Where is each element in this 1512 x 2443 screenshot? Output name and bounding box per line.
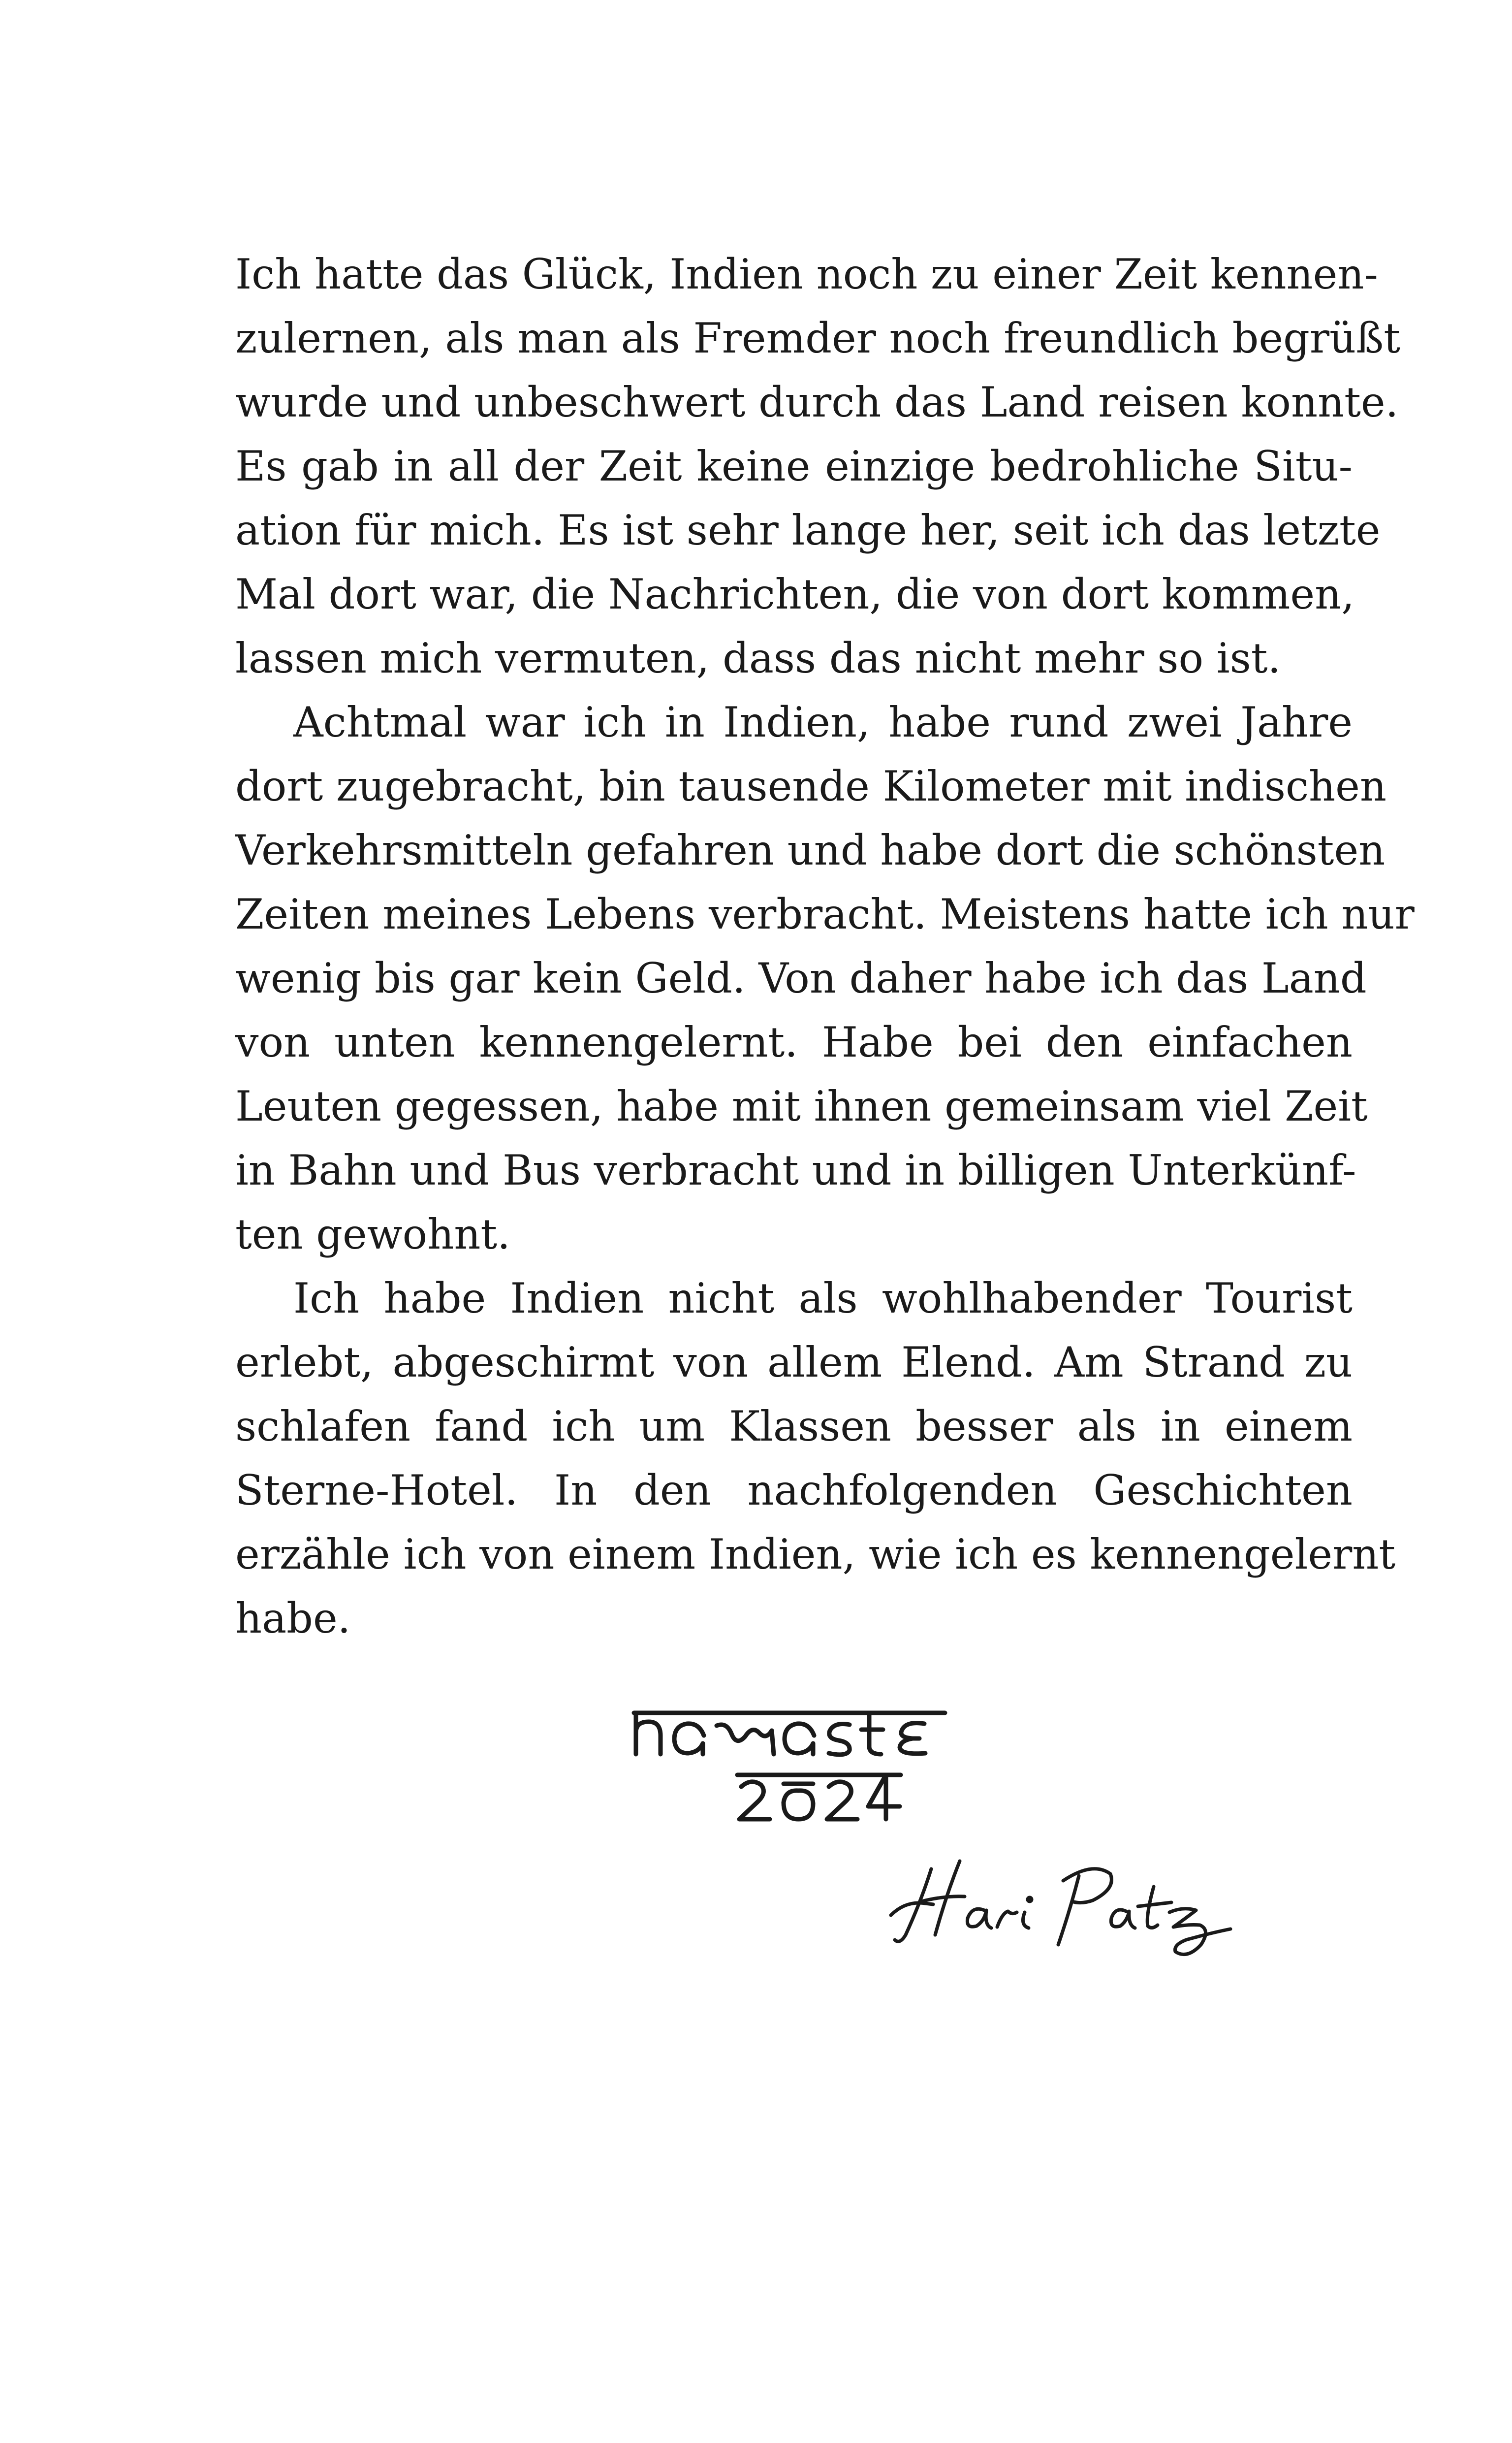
namaste-greeting-artwork	[630, 1701, 955, 1829]
paragraph-3-line: erzähle ich von einem Indien, wie ich es kennengelernt	[235, 1530, 1396, 1578]
paragraph-1-line: Es gab in all der Zeit keine einzige bedrohliche Situ-	[235, 442, 1353, 490]
paragraph-1-line: lassen mich vermuten, dass das nicht mehr so ist.	[235, 634, 1281, 682]
paragraph-1-line: zulernen, als man als Fremder noch freundlich begrüßt	[235, 314, 1400, 362]
paragraph-2-line: Zeiten meines Lebens verbracht. Meistens hatte ich nur	[235, 890, 1415, 938]
paragraph-1-line: wurde und unbeschwert durch das Land reisen konnte.	[235, 378, 1399, 426]
paragraph-2-line: ten gewohnt.	[235, 1210, 510, 1258]
paragraph-2-line: dort zugebracht, bin tausende Kilometer mit indischen	[235, 762, 1386, 810]
paragraph-2-line: wenig bis gar kein Geld. Von daher habe ich das Land	[235, 954, 1367, 1002]
author-signature	[886, 1841, 1255, 1969]
paragraph-3-line: habe.	[235, 1594, 351, 1642]
paragraph-2-line: von unten kennengelernt. Habe bei den einfachen	[235, 1018, 1353, 1066]
body-text	[235, 242, 1415, 1650]
paragraph-2-line: Achtmal war ich in Indien, habe rund zwei Jahre	[293, 698, 1353, 746]
paragraph-2-line: in Bahn und Bus verbracht und in billigen Unterkünf-	[235, 1146, 1356, 1194]
paragraph-1-line: Ich hatte das Glück, Indien noch zu einer Zeit kennen-	[235, 250, 1378, 298]
paragraph-3-line: schlafen fand ich um Klassen besser als in einem	[235, 1402, 1353, 1450]
paragraph-1-line: ation für mich. Es ist sehr lange her, seit ich das letzte	[235, 506, 1381, 554]
paragraph-2-line: Verkehrsmitteln gefahren und habe dort die schönsten	[235, 826, 1386, 874]
paragraph-2-line: Leuten gegessen, habe mit ihnen gemeinsam viel Zeit	[235, 1082, 1368, 1130]
paragraph-3-line: Sterne-Hotel. In den nachfolgenden Geschichten	[235, 1466, 1353, 1514]
paragraph-3-line: Ich habe Indien nicht als wohlhabender Tourist	[293, 1274, 1353, 1322]
paragraph-1-line: Mal dort war, die Nachrichten, die von dort kommen,	[235, 570, 1354, 618]
paragraph-3-line: erlebt, abgeschirmt von allem Elend. Am Strand zu	[235, 1338, 1353, 1386]
namaste-lettering-svg	[630, 1701, 955, 1829]
signature-svg	[886, 1841, 1255, 1969]
